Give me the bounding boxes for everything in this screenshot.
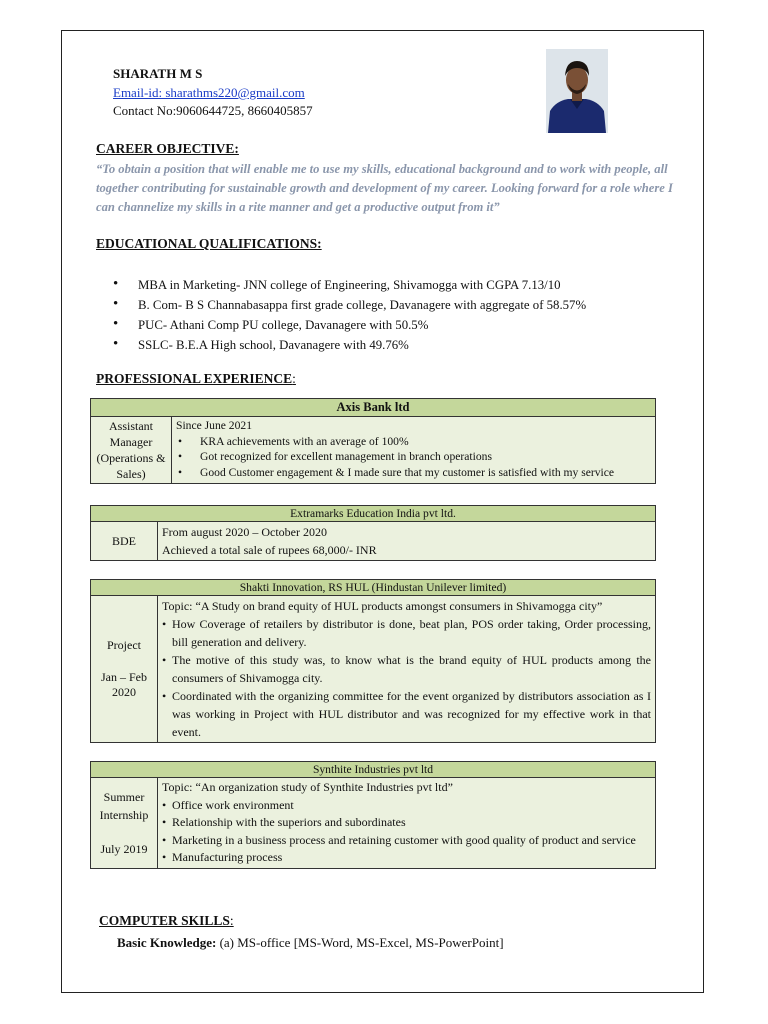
axis-role: Assistant Manager (Operations & Sales) — [91, 417, 172, 484]
synthite-details — [158, 778, 656, 869]
synthite-table — [90, 761, 656, 869]
shakti-points — [162, 615, 651, 741]
shakti-details — [158, 596, 656, 743]
basic-knowledge-label: Basic Knowledge: — [117, 935, 217, 950]
shakti-point: • Coordinated with the organizing committee for the event organized by distributors association as I was working in Project with HUL distributor and was recognized for my effective work in that event. — [162, 687, 651, 741]
computer-skills-line — [117, 935, 504, 951]
computer-skills-heading: COMPUTER SKILLS — [99, 913, 230, 928]
basic-knowledge-text: MS-office [MS-Word, MS-Excel, MS-PowerPoint] — [234, 935, 504, 950]
axis-details — [172, 417, 656, 484]
axis-points — [176, 434, 651, 481]
shakti-topic: Topic: “A Study on brand equity of HUL products amongst consumers in Shivamogga city” — [162, 599, 603, 613]
synthite-points — [162, 797, 651, 867]
shakti-company: Shakti Innovation, RS HUL (Hindustan Unilever limited) — [91, 580, 656, 596]
shakti-role-cell — [91, 596, 158, 743]
shakti-point: • The motive of this study was, to know what is the brand equity of HUL products among the consumers of Shivamogga city. — [162, 651, 651, 687]
career-objective-heading: CAREER OBJECTIVE: — [96, 141, 239, 156]
axis-point: • KRA achievements with an average of 100% — [176, 434, 651, 450]
candidate-name: SHARATH M S — [113, 66, 203, 81]
extramarks-details — [158, 522, 656, 561]
axis-since: Since June 2021 — [176, 419, 252, 432]
extramarks-table — [90, 505, 656, 561]
synthite-point: • Manufacturing process — [162, 849, 651, 867]
synthite-role-line1: Summer — [103, 789, 145, 804]
synthite-role-line2: Internship — [99, 807, 149, 822]
education-item: • MBA in Marketing- JNN college of Engineering, Shivamogga with CGPA 7.13/10 — [113, 275, 586, 295]
synthite-company: Synthite Industries pvt ltd — [91, 762, 656, 778]
education-item: • B. Com- B S Channabasappa first grade college, Davanagere with aggregate of 58.57% — [113, 295, 586, 315]
synthite-point: • Relationship with the superiors and subordinates — [162, 814, 651, 832]
synthite-topic: Topic: “An organization study of Synthite Industries pvt ltd” — [162, 780, 453, 794]
shakti-period-line1: Jan – Feb — [101, 670, 147, 684]
shakti-spacer — [95, 653, 153, 670]
experience-heading-colon: : — [292, 371, 296, 386]
shakti-role: Project — [107, 638, 141, 652]
synthite-point: • Marketing in a business process and retaining customer with good quality of product and service — [162, 832, 651, 850]
computer-skills-heading-colon: : — [229, 913, 234, 928]
shakti-period-line2: 2020 — [112, 685, 136, 699]
computer-skills-heading-wrap — [99, 913, 234, 929]
basic-knowledge-letter: (a) — [219, 935, 234, 950]
profile-photo — [546, 49, 608, 133]
extramarks-company: Extramarks Education India pvt ltd. — [91, 506, 656, 522]
education-heading: EDUCATIONAL QUALIFICATIONS: — [96, 236, 322, 251]
extramarks-role: BDE — [91, 522, 158, 561]
email-link[interactable]: Email-id: sharathms220@gmail.com — [113, 85, 305, 100]
experience-heading: PROFESSIONAL EXPERIENCE — [96, 371, 293, 386]
synthite-spacer — [95, 824, 153, 840]
axis-bank-table — [90, 398, 656, 484]
axis-point: • Good Customer engagement & I made sure that my customer is satisfied with my service — [176, 465, 651, 481]
shakti-point: • How Coverage of retailers by distributor is done, beat plan, POS order taking, Order processing, bill generation and delivery. — [162, 615, 651, 651]
synthite-point: • Office work environment — [162, 797, 651, 815]
education-item: • SSLC- B.E.A High school, Davanagere with 49.76% — [113, 335, 586, 355]
extramarks-period: From august 2020 – October 2020 — [162, 525, 327, 539]
education-list — [113, 275, 586, 355]
experience-heading-wrap — [96, 371, 296, 387]
education-item: • PUC- Athani Comp PU college, Davanagere with 50.5% — [113, 315, 586, 335]
contact-numbers: Contact No:9060644725, 8660405857 — [113, 103, 313, 118]
synthite-period: July 2019 — [100, 841, 148, 856]
axis-company: Axis Bank ltd — [91, 399, 656, 417]
synthite-role-cell — [91, 778, 158, 869]
axis-point: • Got recognized for excellent management in branch operations — [176, 449, 651, 465]
career-objective-text: “To obtain a position that will enable me to use my skills, educational background and to work with people, all together contributing for sustainable growth and development of my career. Looking forward for a role where I can channelize my skills in a rite manner and get a productive output from it” — [96, 162, 673, 214]
extramarks-achievement: Achieved a total sale of rupees 68,000/- INR — [162, 543, 377, 557]
shakti-table — [90, 579, 656, 743]
